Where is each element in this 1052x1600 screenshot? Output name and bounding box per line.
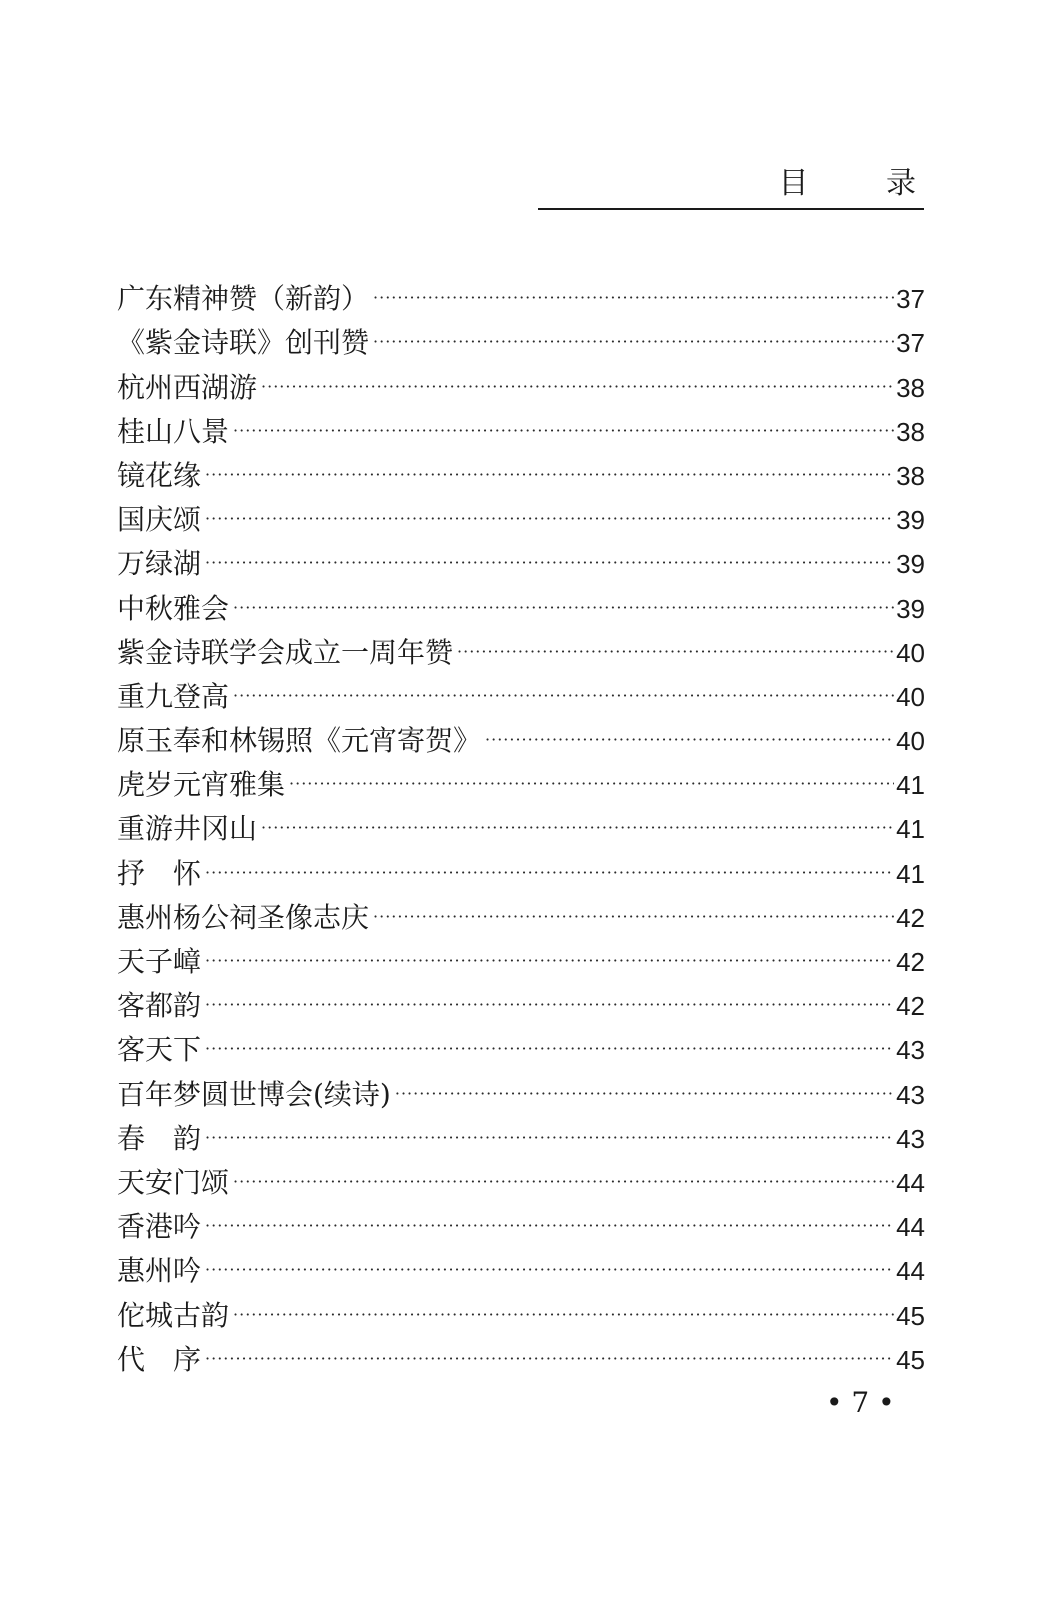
toc-entry-page: 38 <box>896 372 925 403</box>
toc-entry <box>117 1067 925 1111</box>
toc-entry-title: 客都韵 <box>117 989 202 1023</box>
toc-entry-title: 紫金诗联学会成立一周年赞 <box>117 635 454 669</box>
toc-entry <box>117 758 925 802</box>
toc-entry <box>117 670 925 714</box>
toc-entry <box>117 714 925 758</box>
toc-entry-page: 43 <box>896 1035 925 1066</box>
dot-leader <box>233 421 894 441</box>
toc-entry-title: 百年梦圆世博会(续诗) <box>117 1077 391 1111</box>
dot-leader <box>205 1349 894 1369</box>
toc-entry-title: 原玉奉和林锡照《元宵寄贺》 <box>117 724 482 758</box>
dot-leader <box>205 553 894 573</box>
toc-entry <box>117 360 925 404</box>
dot-leader <box>205 1128 894 1148</box>
dot-leader <box>233 686 894 706</box>
toc-entry-page: 45 <box>896 1300 925 1331</box>
toc-entry-title: 客天下 <box>117 1033 202 1067</box>
toc-entry-title: 国庆颂 <box>117 503 202 537</box>
toc-entry-page: 40 <box>896 726 925 757</box>
toc-entry <box>117 581 925 625</box>
toc-entry <box>117 979 925 1023</box>
toc-entry-title: 虎岁元宵雅集 <box>117 768 286 802</box>
dot-leader <box>205 509 894 529</box>
dot-leader <box>289 774 894 794</box>
page-title: 目 录 <box>778 166 950 201</box>
dot-leader <box>205 1216 894 1236</box>
toc-entry-page: 43 <box>896 1123 925 1154</box>
dot-leader <box>233 598 894 618</box>
toc-entry-title: 杭州西湖游 <box>117 370 258 404</box>
toc-entry-title: 万绿湖 <box>117 547 202 581</box>
dot-leader <box>205 465 894 485</box>
toc-entry-title: 代 序 <box>117 1342 202 1376</box>
dot-leader <box>373 288 894 308</box>
toc-entry <box>117 537 925 581</box>
toc-entry-page: 42 <box>896 902 925 933</box>
toc-entry-page: 41 <box>896 814 925 845</box>
toc-entry-page: 43 <box>896 1079 925 1110</box>
dot-leader <box>373 332 894 352</box>
toc-entry-page: 44 <box>896 1256 925 1287</box>
toc-entry <box>117 1112 925 1156</box>
dot-leader <box>205 951 894 971</box>
page-header <box>538 160 950 210</box>
toc-entry <box>117 802 925 846</box>
toc-entry-title: 佗城古韵 <box>117 1298 230 1332</box>
dot-leader <box>373 907 894 927</box>
toc-entry <box>117 935 925 979</box>
dot-leader <box>233 1172 894 1192</box>
toc-entry-page: 41 <box>896 770 925 801</box>
toc-entry-page: 41 <box>896 858 925 889</box>
toc-entry-title: 中秋雅会 <box>117 591 230 625</box>
toc-entry <box>117 272 925 316</box>
toc-entry <box>117 1200 925 1244</box>
toc-entry-title: 惠州杨公祠圣像志庆 <box>117 900 370 934</box>
toc-entry <box>117 449 925 493</box>
toc-entry-page: 44 <box>896 1167 925 1198</box>
dot-leader <box>261 818 894 838</box>
toc-entry <box>117 1333 925 1377</box>
header-rule <box>538 208 924 210</box>
table-of-contents <box>117 272 925 1377</box>
dot-leader <box>395 1084 894 1104</box>
toc-entry <box>117 316 925 360</box>
dot-leader <box>457 642 894 662</box>
toc-entry-page: 45 <box>896 1344 925 1375</box>
toc-entry-page: 38 <box>896 460 925 491</box>
toc-entry-title: 香港吟 <box>117 1210 202 1244</box>
dot-leader <box>261 377 894 397</box>
page-number: • 7 • <box>826 1386 895 1419</box>
toc-entry <box>117 1023 925 1067</box>
toc-entry-title: 广东精神赞（新韵） <box>117 282 370 316</box>
toc-entry-page: 39 <box>896 593 925 624</box>
toc-entry <box>117 1288 925 1332</box>
dot-leader <box>485 730 894 750</box>
toc-entry-title: 天子嶂 <box>117 945 202 978</box>
toc-entry-page: 39 <box>896 549 925 580</box>
toc-entry-title: 天安门颂 <box>117 1165 230 1199</box>
dot-leader <box>233 1305 894 1325</box>
toc-entry-title: 抒 怀 <box>117 856 202 890</box>
toc-entry <box>117 405 925 449</box>
toc-entry-title: 重九登高 <box>117 679 230 713</box>
dot-leader <box>205 1039 894 1059</box>
toc-entry <box>117 626 925 670</box>
toc-entry-page: 40 <box>896 681 925 712</box>
toc-entry-page: 40 <box>896 637 925 668</box>
toc-entry-page: 38 <box>896 416 925 447</box>
toc-entry-title: 重游井冈山 <box>117 812 258 846</box>
toc-entry-title: 镜花缘 <box>117 458 202 492</box>
toc-entry <box>117 846 925 890</box>
dot-leader <box>205 1260 894 1280</box>
toc-entry-title: 惠州吟 <box>117 1254 202 1288</box>
toc-entry <box>117 493 925 537</box>
toc-entry-page: 42 <box>896 991 925 1022</box>
dot-leader <box>205 863 894 883</box>
toc-entry-page: 42 <box>896 947 925 977</box>
toc-entry-page: 44 <box>896 1212 925 1243</box>
toc-entry-title: 《紫金诗联》创刊赞 <box>117 326 370 360</box>
toc-entry <box>117 891 925 935</box>
toc-entry <box>117 1156 925 1200</box>
toc-entry-page: 37 <box>896 328 925 359</box>
toc-entry-title: 桂山八景 <box>117 414 230 448</box>
toc-entry <box>117 1244 925 1288</box>
toc-entry-page: 39 <box>896 505 925 536</box>
toc-entry-title: 春 韵 <box>117 1121 202 1155</box>
toc-entry-page: 37 <box>896 284 925 315</box>
dot-leader <box>205 995 894 1015</box>
